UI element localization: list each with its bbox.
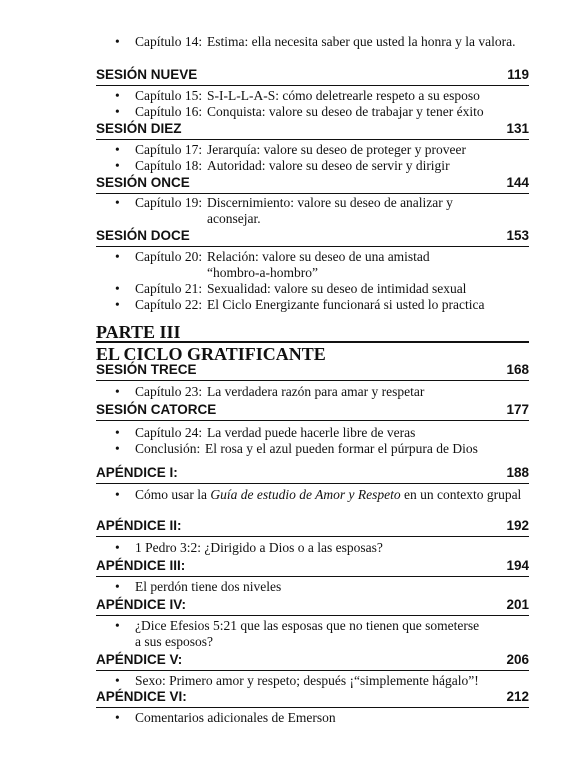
- chapter-title: S-I-L-L-A-S: cómo deletrearle respeto a su esposo: [207, 88, 480, 103]
- bullet: •: [115, 384, 120, 399]
- bullet: •: [115, 579, 120, 594]
- page-number: 192: [506, 518, 529, 533]
- appendix-2-header[interactable]: [96, 516, 529, 537]
- page-number: 144: [506, 175, 529, 190]
- bullet: •: [115, 618, 120, 633]
- appendix-title: APÉNDICE III:: [96, 558, 186, 573]
- bullet: •: [115, 281, 120, 296]
- bullet: •: [115, 195, 120, 210]
- part-label: PARTE III: [96, 322, 181, 342]
- bullet: •: [115, 297, 120, 312]
- session-fourteen-header[interactable]: [96, 400, 529, 421]
- appendix-title: APÉNDICE IV:: [96, 597, 187, 612]
- bullet: •: [115, 142, 120, 157]
- chapter-label: Capítulo 24:: [135, 425, 203, 440]
- bullet: •: [115, 441, 120, 456]
- chapter-title: Jerarquía: valore su deseo de proteger y proveer: [207, 142, 467, 157]
- session-title: SESIÓN ONCE: [96, 175, 190, 190]
- chapter-title: Relación: valore su deseo de una amistad “hombro-a-hombro”: [207, 249, 430, 280]
- chapter-title: Autoridad: valore su deseo de servir y dirigir: [207, 158, 450, 173]
- appendix-1-header[interactable]: [96, 463, 529, 484]
- chapter-label: Capítulo 17:: [135, 142, 203, 157]
- item-text-prefix: Cómo usar la: [135, 487, 211, 502]
- appendix-5-header[interactable]: [96, 650, 529, 671]
- page-number: 168: [506, 362, 529, 377]
- appendix-item-text: Comentarios adicionales de Emerson: [135, 710, 336, 725]
- appendix-6-header[interactable]: [96, 687, 529, 708]
- item-text-suffix: en un contexto grupal: [400, 487, 522, 502]
- appendix-title: APÉNDICE V:: [96, 652, 183, 667]
- page-number: 131: [506, 121, 529, 136]
- bullet: •: [115, 158, 120, 173]
- appendix-item-text: 1 Pedro 3:2: ¿Dirigido a Dios o a las esposas?: [135, 540, 383, 555]
- chapter-label: Capítulo 22:: [135, 297, 203, 312]
- page-number: 201: [506, 597, 529, 612]
- chapter-label: Capítulo 16:: [135, 104, 203, 119]
- page-number: 188: [506, 465, 529, 480]
- chapter-title: La verdad puede hacerle libre de veras: [207, 425, 416, 440]
- appendix-4-header[interactable]: [96, 595, 529, 616]
- bullet: •: [115, 88, 120, 103]
- bullet: •: [115, 673, 120, 688]
- session-ten-header[interactable]: [96, 119, 529, 140]
- chapter-title: Conquista: valore su deseo de trabajar y tener éxito: [207, 104, 484, 119]
- appendix-title: APÉNDICE I:: [96, 465, 178, 480]
- chapter-label: Capítulo 18:: [135, 158, 203, 173]
- session-title: SESIÓN CATORCE: [96, 402, 217, 417]
- chapter-title: El Ciclo Energizante funcionará si usted lo practica: [207, 297, 485, 312]
- chapter-label: Capítulo 20:: [135, 249, 203, 264]
- bullet: •: [115, 540, 120, 555]
- appendix-item-text: ¿Dice Efesios 5:21 que las esposas que no tienen que someterse a sus esposos?: [135, 618, 480, 649]
- appendix-item-text: El perdón tiene dos niveles: [135, 579, 282, 594]
- chapter-label: Conclusión:: [135, 441, 201, 456]
- appendix-item-text: [135, 487, 525, 503]
- bullet: •: [115, 710, 120, 725]
- chapter-label: Capítulo 23:: [135, 384, 203, 399]
- session-title: SESIÓN TRECE: [96, 362, 197, 377]
- page-number: 177: [506, 402, 529, 417]
- chapter-title: La verdadera razón para amar y respetar: [207, 384, 425, 399]
- chapter-label: Capítulo 21:: [135, 281, 203, 296]
- appendix-3-header[interactable]: [96, 556, 529, 577]
- bullet: •: [115, 425, 120, 440]
- item-text-italic-title: Guía de estudio de Amor y Respeto: [210, 487, 401, 502]
- session-title: SESIÓN NUEVE: [96, 67, 198, 82]
- session-twelve-header[interactable]: [96, 226, 529, 247]
- bullet: •: [115, 487, 120, 502]
- page-number: 153: [506, 228, 529, 243]
- session-nine-header[interactable]: [96, 65, 529, 86]
- session-eleven-header[interactable]: [96, 173, 529, 194]
- appendix-title: APÉNDICE II:: [96, 518, 182, 533]
- bullet: •: [115, 249, 120, 264]
- chapter-title: El rosa y el azul pueden formar el púrpura de Dios: [205, 441, 478, 456]
- appendix-title: APÉNDICE VI:: [96, 689, 187, 704]
- chapter-label: Capítulo 19:: [135, 195, 203, 210]
- chapter-title: Estima: ella necesita saber que usted la honra y la valora.: [207, 34, 516, 49]
- bullet: •: [115, 34, 120, 49]
- part-title: EL CICLO GRATIFICANTE: [96, 341, 529, 364]
- page-number: 194: [506, 558, 529, 573]
- page-number: 212: [506, 689, 529, 704]
- appendix-item-text: Sexo: Primero amor y respeto; después ¡“simplemente hágalo”!: [135, 673, 479, 688]
- page-number: 206: [506, 652, 529, 667]
- page-number: 119: [507, 67, 529, 82]
- bullet: •: [115, 104, 120, 119]
- chapter-label: Capítulo 15:: [135, 88, 203, 103]
- chapter-title: Discernimiento: valore su deseo de analizar y aconsejar.: [207, 195, 453, 226]
- chapter-label: Capítulo 14:: [135, 34, 203, 49]
- session-title: SESIÓN DOCE: [96, 228, 190, 243]
- session-title: SESIÓN DIEZ: [96, 121, 182, 136]
- chapter-title: Sexualidad: valore su deseo de intimidad sexual: [207, 281, 467, 296]
- session-thirteen-header[interactable]: [96, 360, 529, 381]
